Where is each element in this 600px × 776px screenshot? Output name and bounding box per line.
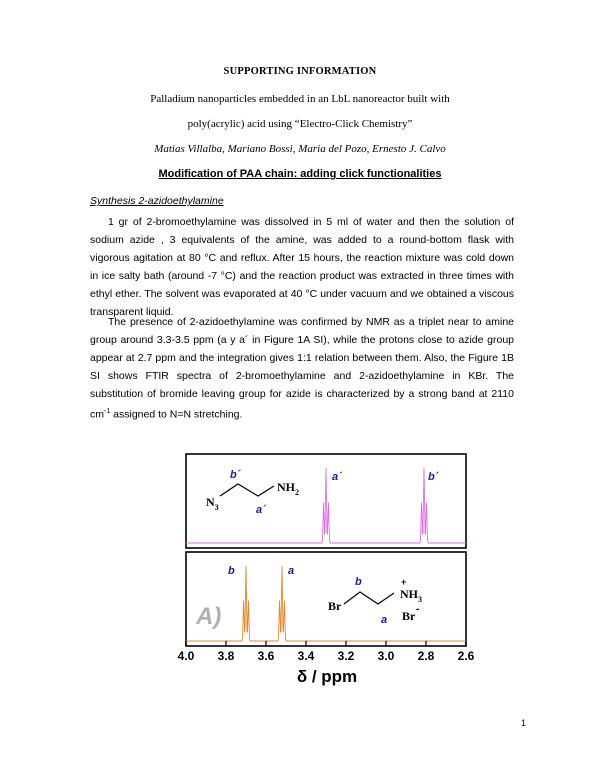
azide-label: $N_3$	[206, 495, 219, 512]
bottom-structure-label-a: a	[381, 614, 388, 626]
x-tick-label-5: 3.0	[377, 649, 395, 663]
ammonium-charge: +	[401, 577, 407, 587]
amine-label: $NH_2$	[277, 480, 299, 497]
bottom-structure-label-b: b	[355, 576, 362, 588]
panel-label: A)	[196, 603, 222, 630]
x-tick-label-4: 3.2	[337, 649, 355, 663]
x-axis-tick-labels	[178, 649, 475, 663]
bottom-peak-label-a: a	[288, 565, 295, 577]
wavenumber-unit-exponent: -1	[104, 408, 111, 416]
x-tick-label-3: 3.4	[297, 649, 315, 663]
document-title: SUPPORTING INFORMATION	[223, 66, 377, 77]
bottom-peak-label-b: b	[228, 565, 235, 577]
x-tick-label-1: 3.8	[217, 649, 235, 663]
page-number: 1	[521, 718, 527, 728]
x-tick-label-0: 4.0	[177, 649, 195, 663]
bromide-charge: -	[416, 604, 420, 615]
x-tick-label-7: 2.6	[457, 649, 475, 663]
top-structure-label-a-prime: a´	[256, 504, 266, 516]
bromo-label: Br	[328, 599, 342, 613]
paragraph-synthesis	[90, 213, 514, 322]
subsection-heading: Synthesis 2-azidoethylamine	[90, 195, 224, 207]
paper-title-line-2: poly(acrylic) acid using “Electro-Click Chemistry”	[187, 118, 413, 130]
bromide-counterion: Br	[402, 609, 416, 623]
paragraph-synthesis-text: 1 gr of 2-bromoethylamine was dissolved in 5 ml of water and then the solution of sodium azide , 3 equivalents of the amine, was added to a round-bottom flask with vigorous agitation at 80 °C and reflux. After 15 hours, the reaction mixture was cold down in ice salty bath (around -7 °C) and the reaction product was extracted in three times with ethyl ether. The solvent was evaporated at 40 °C under vacuum and we obtained a viscous transparent liquid.	[90, 216, 514, 319]
top-structure-label-b-prime: b´	[230, 469, 241, 481]
x-tick-label-2: 3.6	[257, 649, 275, 663]
paragraph-characterization	[90, 313, 514, 424]
x-axis-title: δ / ppm	[296, 667, 358, 686]
top-peak-label-b-prime: b´	[428, 471, 439, 483]
x-tick-label-6: 2.8	[417, 649, 435, 663]
ammonium-label: $NH_3$	[400, 587, 422, 604]
paper-title-line-1: Palladium nanoparticles embedded in an LbL nanoreactor built with	[150, 93, 450, 105]
nmr-figure	[177, 450, 475, 690]
paragraph-characterization-text: The presence of 2-azidoethylamine was confirmed by NMR as a triplet near to amine group around 3.3-3.5 ppm (a y a´ in Figure 1A SI), while the protons close to azide group appear at 2.7 ppm and the integration gives 1:1 relation between them. Also, the Figure 1B SI shows FTIR spectra of 2-bromoethylamine and 2-azidoethylamine in KBr. The substitution of bromide leaving group for azide is characterized by a strong band at 2110 cm	[90, 316, 514, 421]
section-heading: Modification of PAA chain: adding click functionalities	[158, 168, 442, 180]
author-list: Matias Villalba, Mariano Bossi, Maria del Pozo, Ernesto J. Calvo	[154, 143, 446, 155]
top-peak-label-a-prime: a´	[332, 471, 342, 483]
paragraph-characterization-tail: assigned to N=N stretching.	[110, 408, 243, 421]
